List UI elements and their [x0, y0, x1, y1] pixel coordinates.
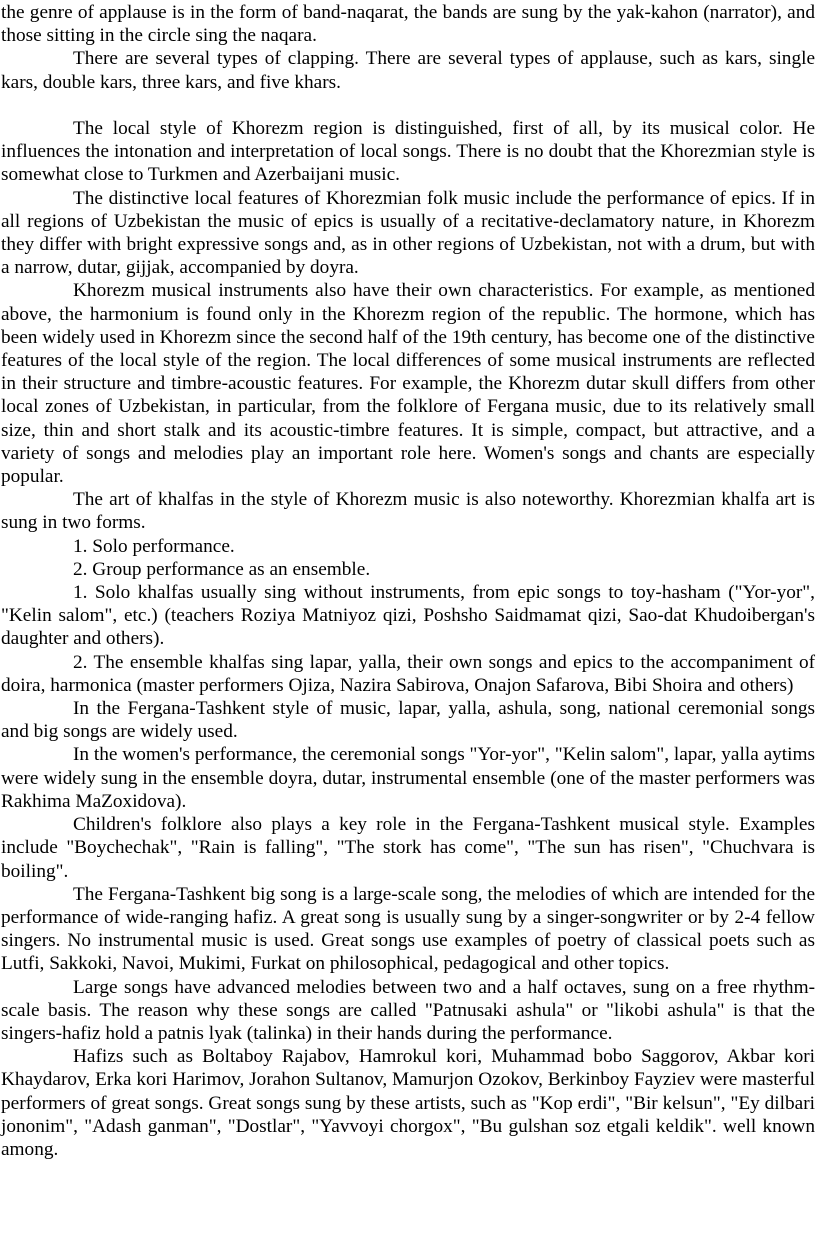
paragraph-hafizs: Hafizs such as Boltaboy Rajabov, Hamrokul kori, Muhammad bobo Saggorov, Akbar kori Khaydarov, Erka kori Harimov, Jorahon Sultanov, Mamurjon Ozokov, Berkinboy Fayziev were masterful performers of great songs. Great songs sung by these artists, such as "Kop erdi", "Bir kelsun", "Ey dilbari jononim", "Adash ganman", "Dostlar", "Yavvoyi chorgox", "Bu gulshan soz etgali keldik". well known among. [1, 1046, 815, 1160]
paragraph-applause-genre: the genre of applause is in the form of band-naqarat, the bands are sung by the yak-kahon (narrator), and those sitting in the circle sing the naqara. [1, 2, 815, 47]
paragraph-big-song: The Fergana-Tashkent big song is a large-scale song, the melodies of which are intended for the performance of wide-ranging hafiz. A great song is usually sung by a singer-songwriter or by 2-4 fellow singers. No instrumental music is used. Great songs use examples of poetry of classical poets such as Lutfi, Sakkoki, Navoi, Mukimi, Furkat on philosophical, pedagogical and other topics. [1, 883, 815, 975]
paragraph-khorezm-instruments: Khorezm musical instruments also have their own characteristics. For example, as mentioned above, the harmonium is found only in the Khorezm region of the republic. The hormone, which has been widely used in Khorezm since the second half of the 19th century, has become one of the distinctive features of the local style of the region. The local differences of some musical instruments are reflected in their structure and timbre-acoustic features. For example, the Khorezm dutar skull differs from other local zones of Uzbekistan, in particular, from the folklore of Fergana music, due to its relatively small size, thin and short stalk and its acoustic-timbre features. It is simple, compact, but attractive, and a variety of songs and melodies play an important role here. Women's songs and chants are especially popular. [1, 280, 815, 488]
paragraph-ensemble-khalfas: 2. The ensemble khalfas sing lapar, yalla, their own songs and epics to the accompaniment of doira, harmonica (master performers Ojiza, Nazira Sabirova, Onajon Safarova, Bibi Shoira and others) [1, 651, 815, 696]
list-item-group-performance: 2. Group performance as an ensemble. [73, 558, 371, 580]
paragraph-fergana-tashkent-style: In the Fergana-Tashkent style of music, lapar, yalla, ashula, song, national ceremonial songs and big songs are widely used. [1, 698, 815, 743]
paragraph-large-songs: Large songs have advanced melodies between two and a half octaves, sung on a free rhythm-scale basis. The reason why these songs are called "Patnusaki ashula" or "likobi ashula" is that the singers-hafiz hold a patnis lyak (talinka) in their hands during the performance. [1, 976, 815, 1044]
paragraph-womens-performance: In the women's performance, the ceremonial songs "Yor-yor", "Kelin salom", lapar, yalla aytims were widely sung in the ensemble doyra, dutar, instrumental ensemble (one of the master performers was Rakhima MaZoxidova). [1, 744, 815, 812]
paragraph-spacer [1, 94, 815, 117]
list-item-solo-performance: 1. Solo performance. [73, 535, 235, 557]
paragraph-childrens-folklore: Children's folklore also plays a key role in the Fergana-Tashkent musical style. Examples include "Boychechak", "Rain is falling", "The stork has come", "The sun has risen", "Chuchvara is boiling". [1, 814, 815, 882]
paragraph-khalfa-art: The art of khalfas in the style of Khorezm music is also noteworthy. Khorezmian khalfa art is sung in two forms. [1, 489, 815, 534]
paragraph-khorezm-style: The local style of Khorezm region is distinguished, first of all, by its musical color. He influences the intonation and interpretation of local songs. There is no doubt that the Khorezmian style is somewhat close to Turkmen and Azerbaijani music. [1, 118, 815, 186]
paragraph-clapping-types: There are several types of clapping. There are several types of applause, such as kars, single kars, double kars, three kars, and five khars. [1, 48, 815, 93]
paragraph-solo-khalfas: 1. Solo khalfas usually sing without instruments, from epic songs to toy-hasham ("Yor-yor", "Kelin salom", etc.) (teachers Roziya Matniyoz qizi, Poshsho Saidmamat qizi, Sao-dat Khudoibergan's daughter and others). [1, 582, 815, 650]
paragraph-khorezm-epics: The distinctive local features of Khorezmian folk music include the performance of epics. If in all regions of Uzbekistan the music of epics is usually of a recitative-declamatory nature, in Khorezm they differ with bright expressive songs and, as in other regions of Uzbekistan, not with a drum, but with a narrow, dutar, gijjak, accompanied by doyra. [1, 187, 815, 279]
